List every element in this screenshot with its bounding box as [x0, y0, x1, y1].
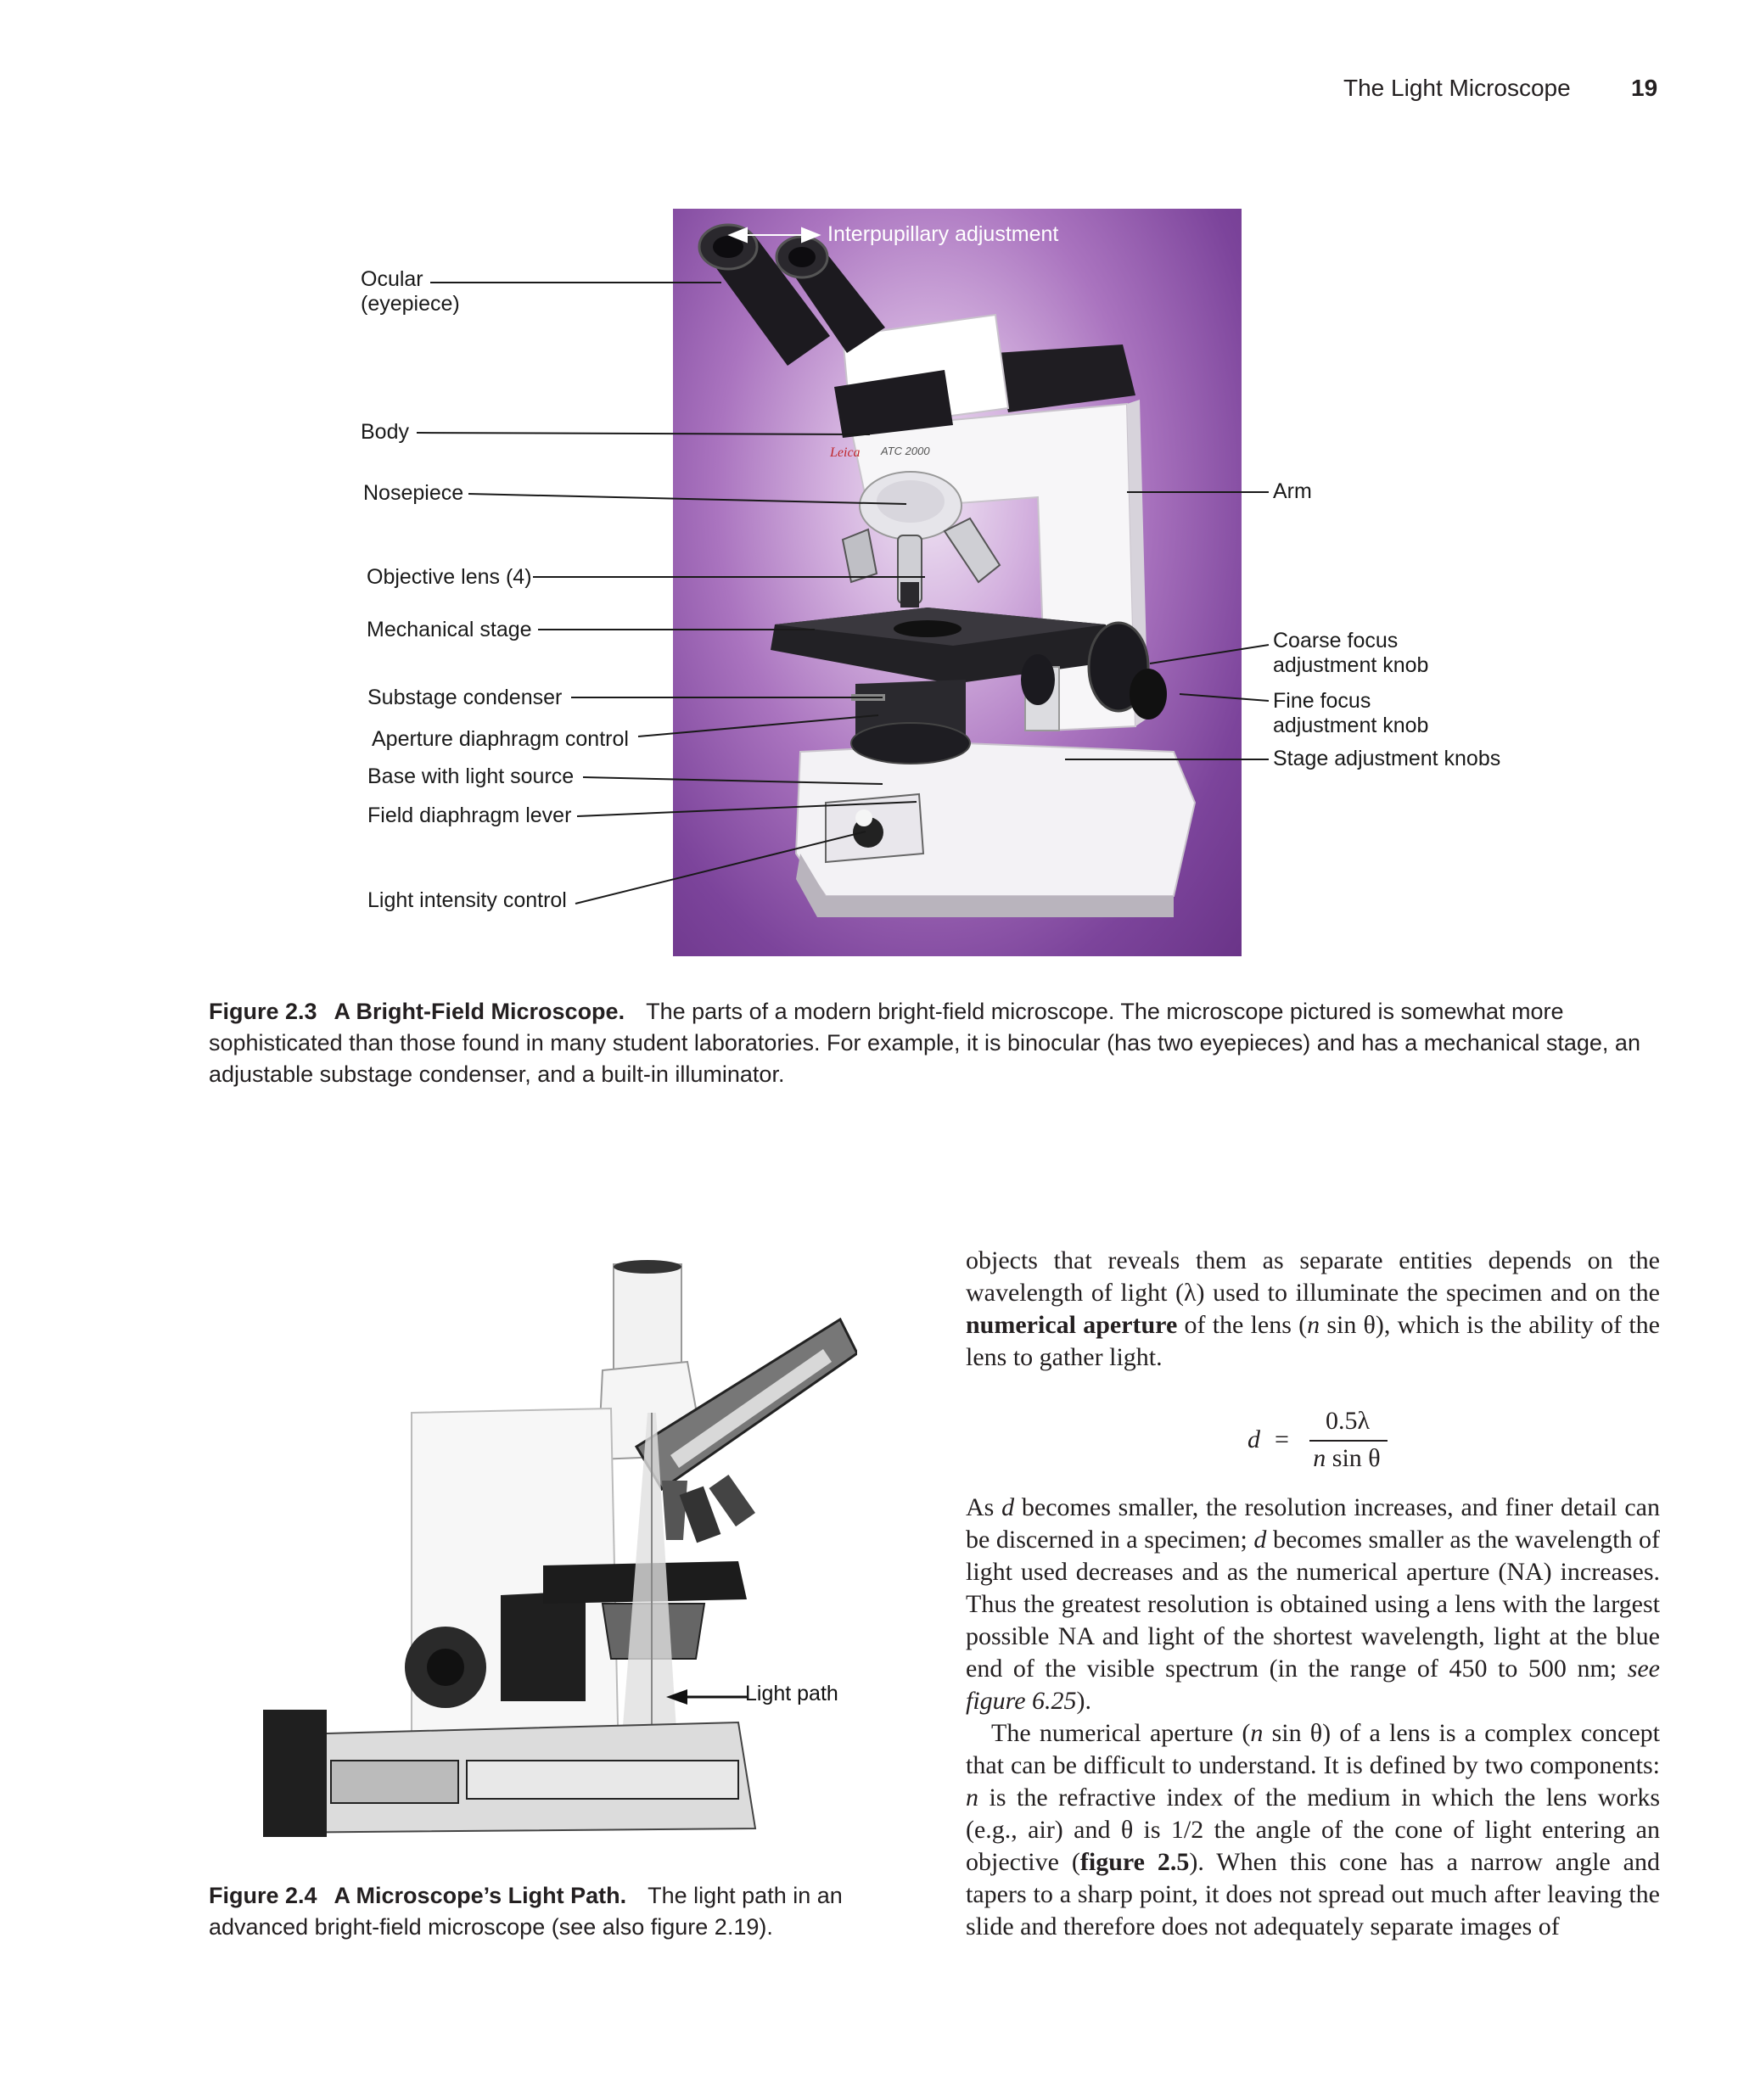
label-ocular: Ocular	[361, 267, 423, 291]
paragraph-3: The numerical aperture (n sin θ) of a lens is a complex concept that can be difficult to understand. It is defined by two components: n is the refractive index of the medium in which the lens works (e.g., air) and θ is 1/2 the angle of the cone of light entering an objective (figure 2.5). When this cone has a narrow angle and tapers to a sharp point, it does not spread out much after leaving the slide and therefore does not adequately separate images of	[966, 1719, 1660, 1940]
figure-2-3-label: Figure 2.3 A Bright-Field Microscope.	[209, 999, 625, 1024]
label-stage-adjustment: Stage adjustment knobs	[1273, 747, 1501, 770]
label-light-intensity: Light intensity control	[367, 888, 567, 912]
figure-2-3-leader-lines	[0, 0, 1738, 1018]
brand-logo: Leica	[830, 445, 861, 460]
label-light-path: Light path	[745, 1682, 838, 1705]
label-ocular-sub: (eyepiece)	[361, 292, 460, 316]
paragraph-1: objects that reveals them as separate entities depends on the wavelength of light (λ) used to illuminate the specimen and on the numerical aperture of the lens (n sin θ), which is the ability of the lens to gather light.	[966, 1246, 1660, 1371]
page-number: 19	[1631, 75, 1658, 101]
label-aperture-diaphragm: Aperture diaphragm control	[372, 727, 629, 751]
label-fine-focus-sub: adjustment knob	[1273, 714, 1429, 737]
running-title: The Light Microscope	[1343, 75, 1571, 101]
light-path-photo	[263, 1260, 857, 1839]
label-coarse-focus-sub: adjustment knob	[1273, 653, 1429, 677]
label-mechanical-stage: Mechanical stage	[367, 618, 532, 641]
label-field-diaphragm: Field diaphragm lever	[367, 804, 572, 827]
model-label: ATC 2000	[881, 445, 930, 457]
label-arm: Arm	[1273, 479, 1312, 503]
figure-2-3-caption	[209, 996, 1660, 1090]
label-fine-focus: Fine focus	[1273, 689, 1371, 713]
resolution-equation: d = 0.5λ n sin θ	[1243, 1402, 1396, 1478]
label-substage-condenser: Substage condenser	[367, 686, 563, 709]
figure-2-4-label: Figure 2.4 A Microscope’s Light Path.	[209, 1883, 627, 1908]
label-nosepiece: Nosepiece	[363, 481, 464, 505]
figure-2-4-caption	[209, 1880, 905, 1943]
figure-2-3-caption-text: The parts of a modern bright-field microscope. The microscope pictured is somewhat more sophisticated than those found in many student laboratories. For example, it is binocular (has two eyepieces) and has a mechanical stage, an adjustable substage condenser, and a built-in illuminator.	[209, 999, 1640, 1087]
light-path-illustration	[263, 1260, 857, 1839]
label-body: Body	[361, 420, 409, 444]
light-path-arrow	[662, 1684, 747, 1710]
label-coarse-focus: Coarse focus	[1273, 629, 1399, 652]
label-base-light: Base with light source	[367, 764, 575, 788]
label-objective: Objective lens (4)	[367, 565, 532, 589]
label-interpupillary: Interpupillary adjustment	[827, 222, 1059, 246]
paragraph-2: As d becomes smaller, the resolution increases, and finer detail can be discerned in a specimen; d becomes smaller as the wavelength of light used decreases and as the numerical aperture (NA) increases. Thus the greatest resolution is obtained using a lens with the largest possible NA and light of the shortest wavelength, light at the blue end of the visible spectrum (in the range of 450 to 500 nm; see figure 6.25). The numerical aperture (n sin θ) of a lens is a complex concept that can be difficult to understand. It is defined by two components: n is the refractive index of the medium in which the lens works (e.g., air) and θ is 1/2 the angle of the cone of light entering an objective (figure 2.5). When this cone has a narrow angle and tapers to a sharp point, it does not spread out much after leaving the slide and therefore does not adequately separate images of	[966, 1492, 1660, 1943]
figure-2-4-caption-text: The light path in an advanced bright-field microscope (see also figure 2.19).	[209, 1883, 843, 1940]
